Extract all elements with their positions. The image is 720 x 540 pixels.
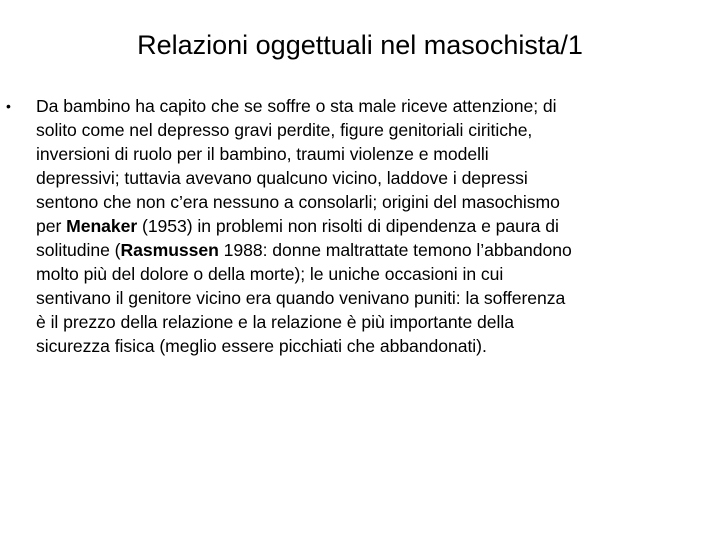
slide-title: Relazioni oggettuali nel masochista/1 — [137, 30, 583, 60]
text-run: sicurezza fisica (meglio essere picchiati che abbandonati). — [36, 336, 487, 356]
bullet-paragraph — [36, 94, 716, 358]
text-run: 1988: donne maltrattate temono l’abbandono — [218, 240, 572, 260]
text-run: solitudine ( — [36, 240, 121, 260]
text-run: è il prezzo della relazione e la relazione è più importante della — [36, 312, 514, 332]
author-name: Rasmussen — [120, 240, 219, 260]
paragraph-line — [36, 262, 716, 286]
paragraph-line — [36, 334, 716, 358]
slide-body — [6, 94, 716, 358]
text-run: Da bambino ha capito che se soffre o sta male riceve attenzione; di — [36, 96, 557, 116]
paragraph-line — [36, 94, 716, 118]
paragraph-line — [36, 142, 716, 166]
paragraph-line — [36, 310, 716, 334]
text-run: sentivano il genitore vicino era quando venivano puniti: la sofferenza — [36, 288, 566, 308]
text-run: inversioni di ruolo per il bambino, traumi violenze e modelli — [36, 144, 489, 164]
paragraph-line — [36, 238, 716, 262]
paragraph-line — [36, 118, 716, 142]
bullet-item — [6, 94, 716, 358]
paragraph-line — [36, 166, 716, 190]
paragraph-line — [36, 190, 716, 214]
text-run: sentono che non c’era nessuno a consolarli; origini del masochismo — [36, 192, 560, 212]
bullet-marker: • — [6, 98, 11, 114]
text-run: molto più del dolore o della morte); le uniche occasioni in cui — [36, 264, 504, 284]
author-name: Menaker — [66, 216, 138, 236]
text-run: (1953) in problemi non risolti di dipendenza e paura di — [137, 216, 559, 236]
paragraph-line — [36, 214, 716, 238]
text-run: solito come nel depresso gravi perdite, figure genitoriali ciritiche, — [36, 120, 533, 140]
text-run: depressivi; tuttavia avevano qualcuno vicino, laddove i depressi — [36, 168, 528, 188]
paragraph-line — [36, 286, 716, 310]
text-run: per — [36, 216, 67, 236]
